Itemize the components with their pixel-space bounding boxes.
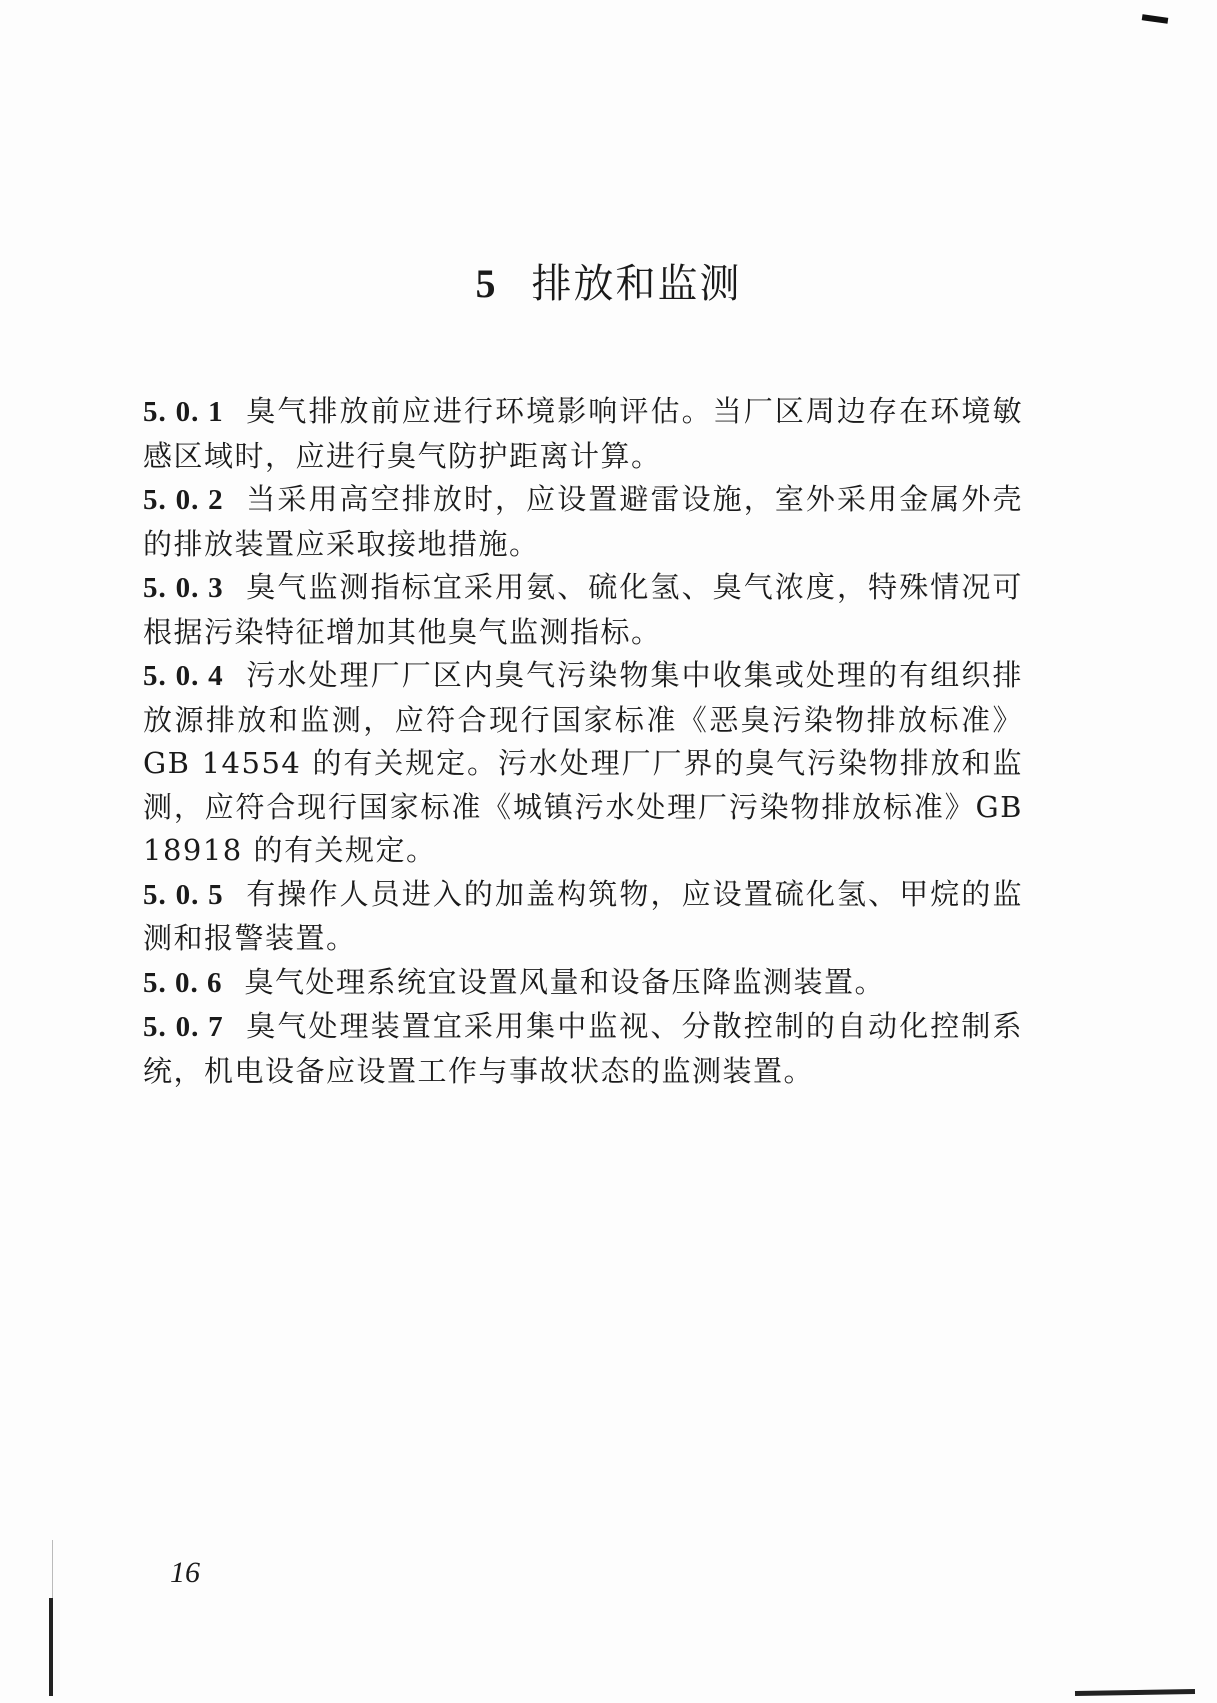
- page-number: 16: [170, 1556, 200, 1589]
- clause: [143, 654, 1023, 873]
- clause: [143, 478, 1023, 566]
- clause: [143, 873, 1023, 961]
- chapter-name: 排放和监测: [531, 261, 742, 307]
- clause-list: [143, 390, 1023, 1093]
- clause: [143, 390, 1023, 478]
- clause-text: 当采用高空排放时，应设置避雷设施，室外采用金属外壳的排放装置应采取接地措施。: [143, 482, 1023, 561]
- clause-number: 5. 0. 3: [143, 572, 224, 604]
- clause-text: 臭气处理系统宜设置风量和设备压降监测装置。: [244, 964, 886, 999]
- clause: [143, 1005, 1023, 1093]
- clause-text: 有操作人员进入的加盖构筑物，应设置硫化氢、甲烷的监测和报警装置。: [143, 876, 1023, 955]
- chapter-title: [0, 258, 1217, 310]
- chapter-number: 5: [475, 261, 498, 306]
- clause-text: 臭气排放前应进行环境影响评估。当厂区周边存在环境敏感区域时，应进行臭气防护距离计算。: [143, 394, 1023, 473]
- clause-number: 5. 0. 2: [143, 484, 224, 516]
- clause-number: 5. 0. 4: [143, 660, 224, 692]
- clause-text: 污水处理厂厂区内臭气污染物集中收集或处理的有组织排放源排放和监测，应符合现行国家标准《恶臭污染物排放标准》GB 14554 的有关规定。污水处理厂厂界的臭气污染物排放和监测，应符合现行国家标准《城镇污水处理厂污染物排放标准》GB 18918 的有关规定。: [143, 658, 1023, 867]
- clause-text: 臭气处理装置宜采用集中监视、分散控制的自动化控制系统，机电设备应设置工作与事故状态的监测装置。: [143, 1009, 1023, 1088]
- clause-number: 5. 0. 6: [143, 966, 223, 999]
- scan-edge-line: [52, 1540, 53, 1600]
- clause-number: 5. 0. 7: [143, 1011, 224, 1043]
- clause-number: 5. 0. 1: [143, 396, 224, 428]
- clause-text: 臭气监测指标宜采用氨、硫化氢、臭气浓度，特殊情况可根据污染特征增加其他臭气监测指标。: [143, 570, 1023, 649]
- scan-edge-mark: [49, 1598, 53, 1696]
- clause-number: 5. 0. 5: [143, 878, 224, 911]
- clause: [143, 961, 1023, 1006]
- scan-mark: [1142, 14, 1169, 24]
- clause: [143, 566, 1023, 654]
- scan-edge-mark-bottom: [1075, 1689, 1195, 1696]
